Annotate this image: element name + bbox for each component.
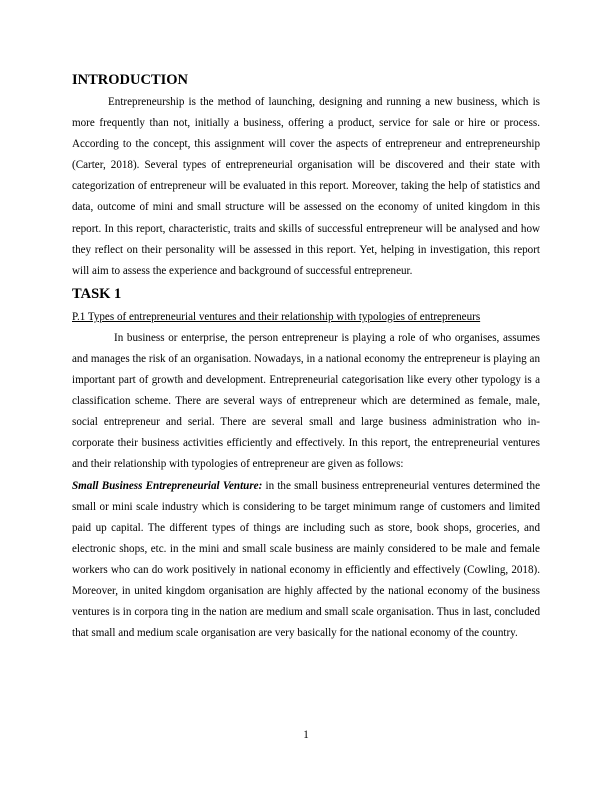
task-1-paragraph: In business or enterprise, the person entrepreneur is playing a role of who organises, assumes and manages the risk of an organisation. Nowadays, in a national economy the entrepreneur is playing an important part of growth and development. Entrepreneurial categorisation like every other typology is a classification scheme. There are several ways of entrepreneur which are determined as female, male, social entrepreneur and serial. There are several small and large business administration who in-corporate their business activities efficiently and effectively. In this report, the entrepreneurial ventures and their relationship with typologies of entrepreneur are given as follows: — [72, 331, 540, 471]
task-1-heading: TASK 1 — [72, 285, 122, 302]
page-number: 1 — [303, 729, 309, 741]
small-business-text: in the small business entrepreneurial ventures determined the small or mini scale industry which is considering to be target minimum range of customers and limited paid up capital. The different types of things are including such as store, book shops, groceries, and electronic shops, etc. in the mini and small scale business are mainly considered to be male and female workers who can do work positively in national economy in efficiently and effectively (Cowling, 2018). Moreover, in united kingdom organisation are highly affected by the national economy of the business ventures is in corpora ting in the nation are medium and small scale organisation. Thus in last, concluded that small and medium scale organisation are very basically for the national economy of the country. — [72, 479, 540, 640]
document-page — [72, 71, 540, 644]
p1-subheading: P.1 Types of entrepreneurial ventures and their relationship with typologies of entrepreneurs — [72, 310, 481, 323]
introduction-heading: INTRODUCTION — [72, 72, 189, 88]
introduction-paragraph: Entrepreneurship is the method of launching, designing and running a new business, which is more frequently than not, initially a business, offering a product, service for sale or hire or process. According to the concept, this assignment will cover the aspects of entrepreneur and entrepreneurship (Carter, 2018). Several types of entrepreneurial organisation will be discovered and their state with categorization of entrepreneur will be evaluated in this report. Moreover, taking the help of statistics and data, outcome of mini and small structure will be assessed on the economy of united kingdom in this report. In this report, characteristic, traits and skills of successful entrepreneur will be analysed and how they reflect on their personality will be assessed in this report. Yet, helping in investigation, this report will aim to assess the experience and background of successful entrepreneur. — [72, 96, 540, 277]
small-business-lead: Small Business Entrepreneurial Venture: — [72, 479, 263, 492]
small-business-paragraph — [72, 476, 540, 645]
